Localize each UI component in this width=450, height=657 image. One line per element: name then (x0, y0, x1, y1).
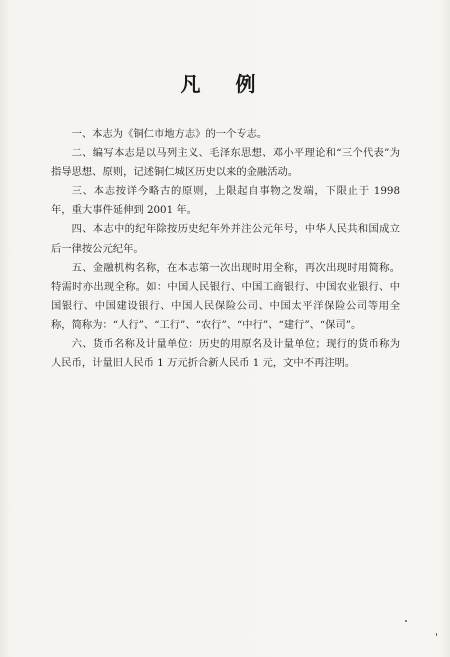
paragraph-2: 二、编写本志是以马列主义、毛泽东思想、邓小平理论和“三个代表”为指导思想、原则，记述铜仁城区历史以来的金融活动。 (51, 147, 400, 179)
paragraph-4: 四、本志中的纪年除按历史纪年外并注公元年号，中华人民共和国成立后一律按公元纪年。 (51, 223, 400, 255)
paragraph-6: 六、货币名称及计量单位：历史的用原名及计量单位；现行的货币称为人民币，计量旧人民币 1 万元折合新人民币 1 元，文中不再注明。 (51, 338, 400, 370)
paragraph-5: 五、金融机构名称，在本志第一次出现时用全称，再次出现时用简称。特需时亦出现全称。如：中国人民银行、中国工商银行、中国农业银行、中国银行、中国建设银行、中国人民保险公司、中国太平洋保险公司等用全称，简称为：“人行”、“工行”、“农行”、“中行”、“建行”、“保司”。 (51, 261, 400, 331)
paragraph-3: 三、本志按详今略古的原则，上限起自事物之发端，下限止于 1998 年，重大事件延伸到 2001 年。 (51, 185, 400, 217)
scan-speck (436, 633, 437, 636)
scan-speck (405, 620, 407, 622)
page-title: 凡 例 (180, 72, 270, 96)
paragraph-1: 一、本志为《铜仁市地方志》的一个专志。 (71, 128, 268, 140)
document-body (51, 125, 400, 373)
